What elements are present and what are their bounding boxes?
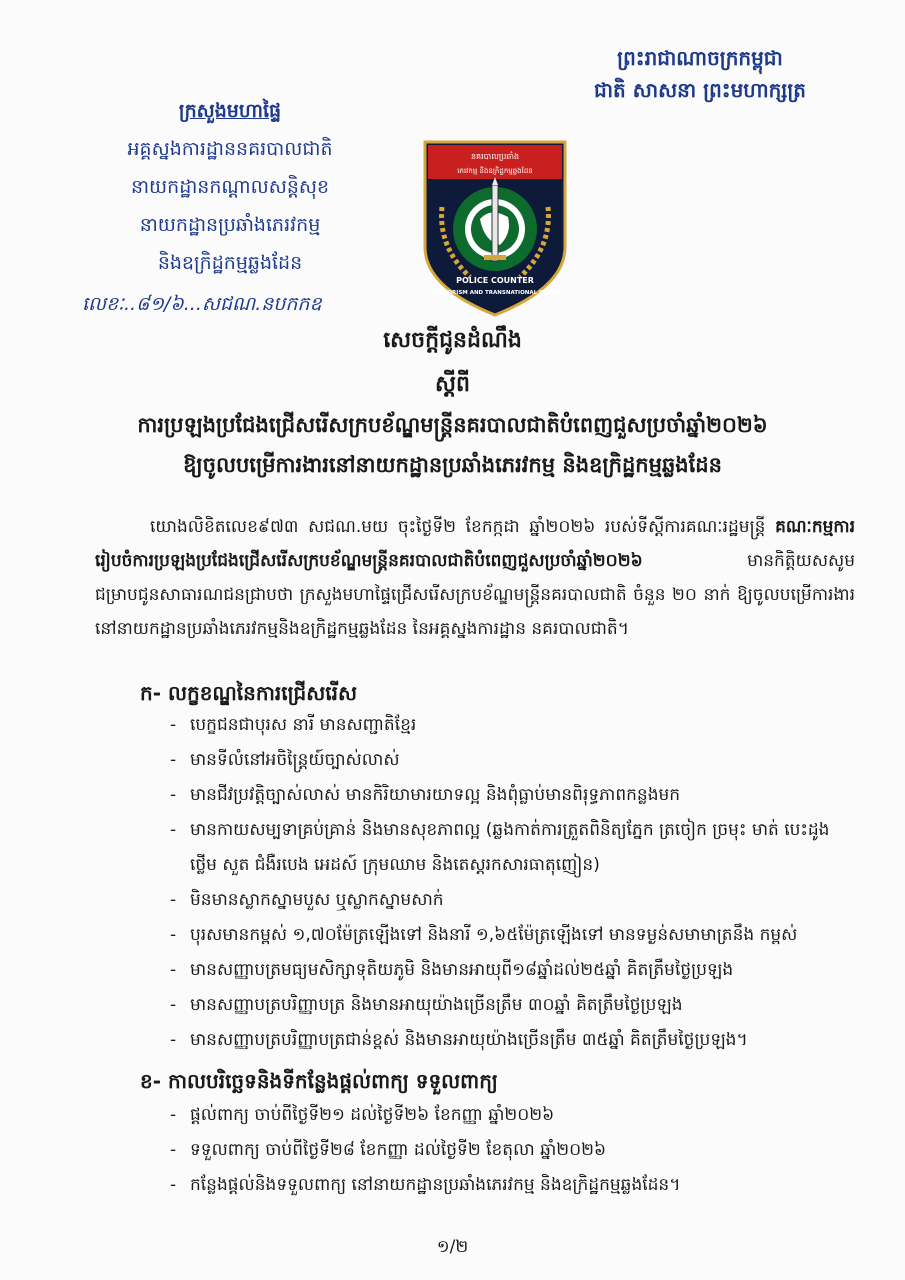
list-item: - មានសញ្ញាបត្របរិញ្ញាបត្រជាន់ខ្ពស់ និងមានអាយុយ៉ាងច្រើនត្រឹម ៣៥ឆ្នាំ គិតត្រឹមថ្ងៃប្រឡង។	[170, 1023, 860, 1058]
body-part-1: យោងលិខិតលេខ៩៧៣ សជណ.មយ ចុះថ្ងៃទី២ ខែកក្កដា ឆ្នាំ២០២៦ របស់ទីស្តីការគណៈរដ្ឋមន្ត្រី	[150, 517, 776, 537]
logo-bottom-text-1: POLICE COUNTER	[456, 276, 534, 285]
body-part-2: មានកិត្តិយសសូមជម្រាបជូនសាធារណជនជ្រាបថា ក្រសួងមហាផ្ទៃជ្រើសរើសក្របខ័ណ្ឌមន្ត្រីនគរបាលជាតិ ចំនួន ២០ នាក់ ឱ្យចូលបម្រើការងារនៅនាយកដ្ឋានប្រឆាំងភេរវកម្មនិងឧក្រិដ្ឋកម្មឆ្លងដែន នៃអគ្គស្នងការដ្ឋាន នគរបាលជាតិ។	[95, 551, 855, 639]
page-number: ១/២	[436, 1237, 469, 1257]
body-paragraph	[95, 510, 855, 646]
list-item: - បុរសមានកម្ពស់ ១,៧០ម៉ែត្រឡើងទៅ និងនារី ១,៦៥ម៉ែត្រឡើងទៅ មានទម្ងន់សមាមាត្រនឹង កម្ពស់	[170, 918, 860, 953]
document-heading-2: ឱ្យចូលបម្រើការងារនៅនាយកដ្ឋានប្រឆាំងភេរវកម្ម និងឧក្រិដ្ឋកម្មឆ្លងដែន	[183, 453, 722, 477]
list-item: - ផ្តល់ពាក្យ ចាប់ពីថ្ងៃទី២១ ដល់ថ្ងៃទី២៦ ខែកញ្ញា ឆ្នាំ២០២៦	[170, 1098, 860, 1133]
list-item: - មានសញ្ញាបត្រមធ្យមសិក្សាទុតិយភូមិ និងមានអាយុពី១៨ឆ្នាំដល់២៥ឆ្នាំ គិតត្រឹមថ្ងៃប្រឡង	[170, 953, 860, 988]
ministry-name: ក្រសួងមហាផ្ទៃ	[178, 100, 282, 122]
list-item: - មានកាយសម្បទាគ្រប់គ្រាន់ និងមានសុខភាពល្អ (ឆ្លងកាត់ការត្រួតពិនិត្យភ្នែក ត្រចៀក ច្រមុះ មាត់ បេះដូង ថ្លើម សួត ជំងឺរបេង អេដស៍ ក្រុមឈាម និងតេស្តរកសារធាតុញៀន)	[170, 813, 860, 883]
logo-bottom-text-2: TERRORISM AND TRANSNATIONAL CRIME	[431, 290, 559, 296]
section-a-heading: ក- លក្ខខណ្ឌនៃការជ្រើសរើស	[140, 681, 358, 705]
police-emblem-logo	[420, 137, 570, 317]
ministry-line-4: នាយកដ្ឋានប្រឆាំងភេរវកម្ម	[139, 214, 321, 236]
list-item: - មិនមានស្លាកស្នាមបួស ឬស្លាកស្នាមសាក់	[170, 883, 860, 918]
list-item: - មានទីលំនៅអចិន្ត្រៃយ៍ច្បាស់លាស់	[170, 743, 860, 778]
ministry-line-2: អគ្គស្នងការដ្ឋាននគរបាលជាតិ	[127, 138, 333, 160]
logo-top-text-1: នគរបាលប្រឆាំង	[470, 152, 520, 161]
section-b-heading: ខ- កាលបរិច្ឆេទនិងទីកន្លែងផ្តល់ពាក្យ ទទួលពាក្យ	[140, 1069, 498, 1093]
body-bold: គណៈកម្មការរៀបចំការប្រឡងប្រជែងជ្រើសរើសក្របខ័ណ្ឌមន្ត្រីនគរបាលជាតិបំពេញជួសប្រចាំឆ្នាំ២០២៦	[95, 517, 855, 571]
document-subtitle: ស្តីពី	[435, 372, 470, 397]
kingdom-header	[550, 42, 850, 106]
section-a-list	[170, 708, 860, 1058]
list-item: - មានសញ្ញាបត្របរិញ្ញាបត្រ និងមានអាយុយ៉ាងច្រើនត្រឹម ៣០ឆ្នាំ គិតត្រឹមថ្ងៃប្រឡង	[170, 988, 860, 1023]
ministry-line-3: នាយកដ្ឋានកណ្តាលសន្តិសុខ	[130, 176, 330, 198]
list-item: - មានជីវប្រវត្តិច្បាស់លាស់ មានកិរិយាមារយាទល្អ និងពុំធ្លាប់មានពិរុទ្ធភាពកន្លងមក	[170, 778, 860, 813]
list-item: - បេក្ខជនជាបុរស នារី មានសញ្ជាតិខ្មែរ	[170, 708, 860, 743]
national-motto: ជាតិ សាសនា ព្រះមហាក្សត្រ	[594, 78, 806, 102]
list-item: - កន្លែងផ្តល់និងទទួលពាក្យ នៅនាយកដ្ឋានប្រឆាំងភេរវកម្ម និងឧក្រិដ្ឋកម្មឆ្លងដែន។	[170, 1168, 860, 1203]
ministry-header	[80, 92, 380, 282]
ministry-line-5: និងឧក្រិដ្ឋកម្មឆ្លងដែន	[157, 252, 303, 274]
reference-number: លេខៈ..៨១/៦...សជណ.នបកកឧ	[82, 293, 322, 315]
list-item: - ទទួលពាក្យ ចាប់ពីថ្ងៃទី២៨ ខែកញ្ញា ដល់ថ្ងៃទី២ ខែតុលា ឆ្នាំ២០២៦	[170, 1133, 860, 1168]
kingdom-name: ព្រះរាជាណាចក្រកម្ពុជា	[617, 46, 783, 70]
section-b-list	[170, 1098, 860, 1203]
logo-top-text-2: ភេរវកម្ម និងឧក្រិដ្ឋកម្មឆ្លងដែន	[457, 167, 533, 175]
document-title: សេចក្តីជូនដំណឹង	[383, 328, 522, 353]
document-heading-1: ការប្រឡងប្រជែងជ្រើសរើសក្របខ័ណ្ឌមន្ត្រីនគរបាលជាតិបំពេញជួសប្រចាំឆ្នាំ២០២៦	[137, 413, 768, 437]
